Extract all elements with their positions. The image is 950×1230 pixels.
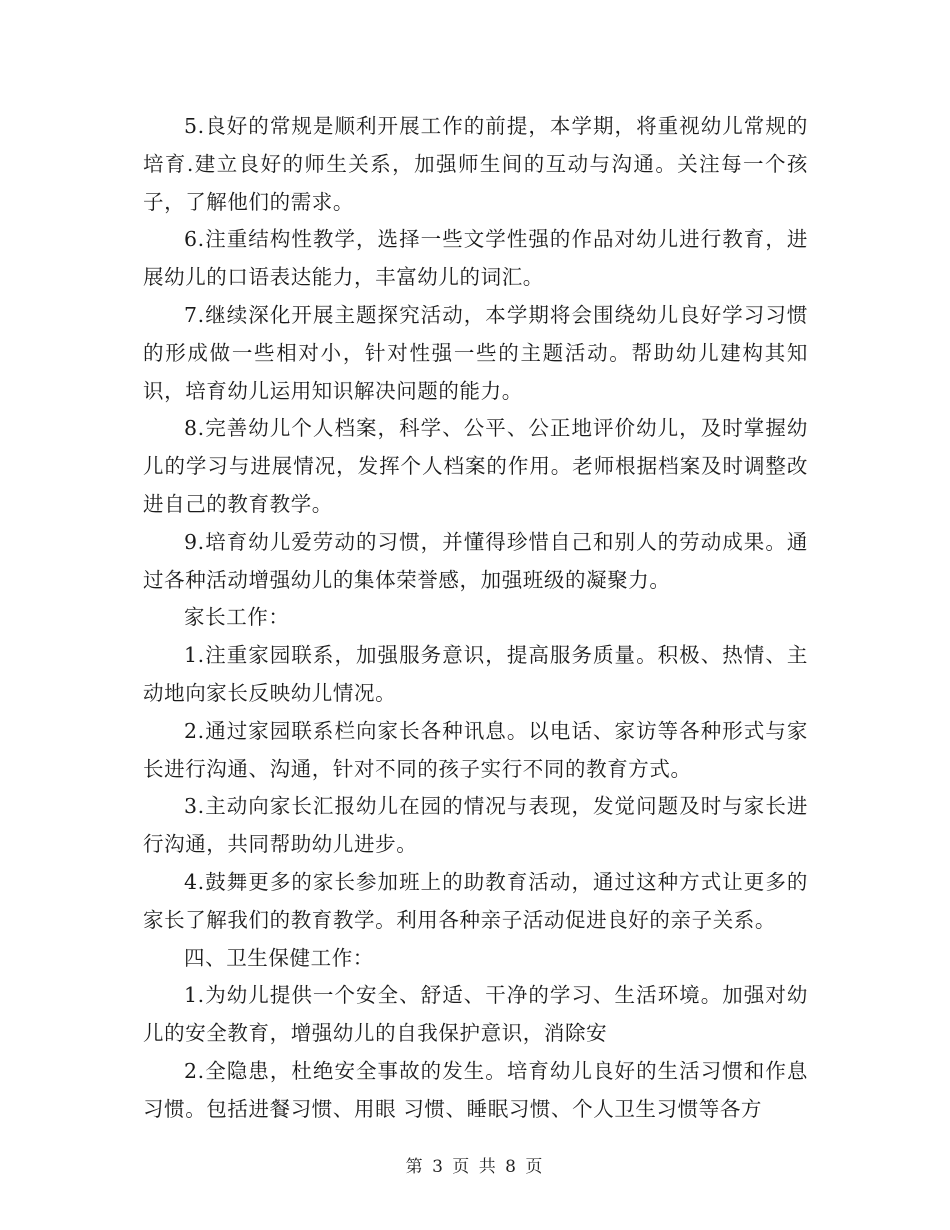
- health-item-2: 2.全隐患，杜绝安全事故的发生。培育幼儿良好的生活习惯和作息习惯。包括进餐习惯、用眼 习惯、睡眠习惯、个人卫生习惯等各方: [143, 1058, 808, 1121]
- section-heading-health-care: 四、卫生保健工作：: [184, 945, 374, 970]
- paragraph-9-labor-habits: 9.培育幼儿爱劳动的习惯，并懂得珍惜自己和别人的劳动成果。通过各种活动增强幼儿的集体荣誉感，加强班级的凝聚力。: [143, 529, 808, 592]
- document-body: [143, 108, 808, 1129]
- paragraph-5-routine: 5.良好的常规是顺利开展工作的前提，本学期，将重视幼儿常规的培育.建立良好的师生关系，加强师生间的互动与沟通。关注每一个孩子，了解他们的需求。: [143, 114, 808, 214]
- paragraph-8-personal-files: 8.完善幼儿个人档案，科学、公平、公正地评价幼儿，及时掌握幼儿的学习与进展情况，发挥个人档案的作用。老师根据档案及时调整改进自己的教育教学。: [143, 416, 808, 516]
- paragraph-7-theme-activities: 7.继续深化开展主题探究活动，本学期将会围绕幼儿良好学习习惯的形成做一些相对小，针对性强一些的主题活动。帮助幼儿建构其知识，培育幼儿运用知识解决问题的能力。: [143, 302, 808, 403]
- parent-item-1: 1.注重家园联系，加强服务意识，提高服务质量。积极、热情、主动地向家长反映幼儿情况。: [143, 643, 808, 705]
- paragraph-6-structured-teaching: 6.注重结构性教学，选择一些文学性强的作品对幼儿进行教育，进展幼儿的口语表达能力，丰富幼儿的词汇。: [143, 227, 808, 290]
- parent-item-4: 4.鼓舞更多的家长参加班上的助教育活动，通过这种方式让更多的家长了解我们的教育教学。利用各种亲子活动促进良好的亲子关系。: [143, 869, 808, 932]
- parent-item-2: 2.通过家园联系栏向家长各种讯息。以电话、家访等各种形式与家长进行沟通、沟通，针对不同的孩子实行不同的教育方式。: [143, 718, 808, 781]
- health-item-1: 1.为幼儿提供一个安全、舒适、干净的学习、生活环境。加强对幼儿的安全教育，增强幼儿的自我保护意识，消除安: [143, 983, 808, 1046]
- parent-item-3: 3.主动向家长汇报幼儿在园的情况与表现，发觉问题及时与家长进行沟通，共同帮助幼儿进步。: [143, 794, 808, 857]
- section-heading-parent-work: 家长工作：: [184, 605, 290, 630]
- page-number-footer: 第 3 页 共 8 页: [405, 1157, 545, 1177]
